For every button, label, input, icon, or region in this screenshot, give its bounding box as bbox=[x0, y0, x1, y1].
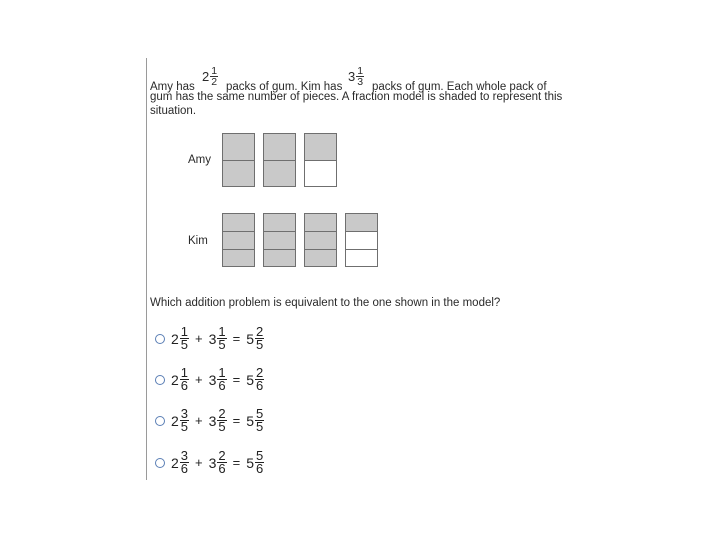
amy-numerator: 1 bbox=[211, 65, 218, 77]
kim-pack-part bbox=[346, 214, 377, 231]
equals-sign: = bbox=[232, 455, 241, 470]
addend-1-whole: 2 bbox=[171, 371, 179, 388]
amy-pack-part bbox=[223, 134, 254, 160]
amy-pack-part bbox=[264, 134, 295, 160]
sum-fraction bbox=[255, 450, 264, 475]
addend-2-denominator: 6 bbox=[218, 461, 226, 476]
amy-whole: 2 bbox=[202, 68, 210, 84]
kim-pack bbox=[345, 213, 378, 267]
problem-line-3: situation. bbox=[150, 105, 197, 117]
sum-numerator: 5 bbox=[256, 406, 264, 421]
kim-pack bbox=[222, 213, 255, 267]
addend-1-numerator: 1 bbox=[180, 365, 189, 380]
radio-button[interactable] bbox=[155, 416, 165, 426]
amy-pack-part bbox=[223, 160, 254, 186]
kim-pack-part bbox=[264, 231, 295, 248]
sum bbox=[246, 450, 264, 475]
problem-line-2: gum has the same number of pieces. A fraction model is shaded to represent this bbox=[150, 91, 563, 103]
sum-fraction bbox=[255, 367, 264, 392]
sum-denominator: 5 bbox=[256, 337, 264, 352]
kim-pack-part bbox=[305, 249, 336, 266]
sum-whole: 5 bbox=[246, 330, 255, 347]
addend-1-numerator: 3 bbox=[180, 406, 189, 421]
amy-pack-part bbox=[305, 160, 336, 186]
sum bbox=[246, 408, 264, 433]
kim-pack-part bbox=[305, 214, 336, 231]
radio-button[interactable] bbox=[155, 334, 165, 344]
amy-pack bbox=[222, 133, 255, 187]
addend-1 bbox=[171, 326, 189, 351]
plus-sign: + bbox=[195, 372, 203, 387]
addend-2-fraction bbox=[217, 450, 226, 475]
addend-2-whole: 3 bbox=[208, 371, 217, 388]
radio-button[interactable] bbox=[155, 458, 165, 468]
addend-1-denominator: 5 bbox=[180, 337, 189, 352]
problem-line-1 bbox=[150, 64, 580, 93]
kim-fraction bbox=[356, 66, 364, 87]
addend-2-numerator: 2 bbox=[218, 448, 226, 463]
addend-1-fraction bbox=[180, 450, 189, 475]
problem-statement bbox=[150, 64, 580, 118]
amy-pack bbox=[263, 133, 296, 187]
sum-numerator: 5 bbox=[256, 448, 264, 463]
addend-2 bbox=[209, 408, 227, 433]
sum-denominator: 6 bbox=[256, 461, 264, 476]
addend-2-whole: 3 bbox=[208, 454, 217, 471]
amy-pack-part bbox=[305, 134, 336, 160]
kim-amount bbox=[348, 66, 364, 87]
addend-2-fraction bbox=[217, 408, 226, 433]
answer-choice-1[interactable] bbox=[155, 326, 264, 351]
addend-1-fraction bbox=[180, 408, 189, 433]
kim-pack-part bbox=[223, 231, 254, 248]
sum-denominator: 6 bbox=[256, 378, 264, 393]
choice-expression bbox=[171, 408, 264, 433]
amy-denominator: 2 bbox=[211, 76, 218, 88]
addend-1-whole: 2 bbox=[171, 330, 179, 347]
kim-label: Kim bbox=[188, 235, 208, 247]
addend-1-whole: 2 bbox=[171, 412, 179, 429]
kim-pack-part bbox=[346, 249, 377, 266]
addend-2-denominator: 6 bbox=[218, 378, 226, 393]
choice-expression bbox=[171, 326, 264, 351]
answer-choice-3[interactable] bbox=[155, 408, 264, 433]
addend-1-denominator: 5 bbox=[180, 419, 189, 434]
kim-pack-part bbox=[264, 214, 295, 231]
amy-label: Amy bbox=[188, 154, 211, 166]
addend-1-fraction bbox=[180, 326, 189, 351]
choice-expression bbox=[171, 450, 264, 475]
question-text: Which addition problem is equivalent to the one shown in the model? bbox=[150, 297, 501, 309]
kim-pack-part bbox=[264, 249, 295, 266]
addend-2-denominator: 5 bbox=[218, 337, 226, 352]
problem-text-1: Amy has bbox=[150, 81, 195, 93]
sum bbox=[246, 367, 264, 392]
sum-denominator: 5 bbox=[256, 419, 264, 434]
addend-1-numerator: 1 bbox=[180, 324, 189, 339]
sum-whole: 5 bbox=[246, 454, 255, 471]
addend-1-numerator: 3 bbox=[180, 448, 189, 463]
kim-pack-part bbox=[305, 231, 336, 248]
problem-text-3: packs of gum. Each whole pack of bbox=[372, 81, 547, 93]
sum bbox=[246, 326, 264, 351]
amy-fraction bbox=[210, 66, 218, 87]
kim-pack-part bbox=[346, 231, 377, 248]
addend-2-numerator: 1 bbox=[218, 365, 226, 380]
addend-1-whole: 2 bbox=[171, 454, 179, 471]
kim-pack bbox=[304, 213, 337, 267]
kim-whole: 3 bbox=[348, 68, 356, 84]
equals-sign: = bbox=[232, 372, 241, 387]
sum-fraction bbox=[255, 326, 264, 351]
kim-pack-part bbox=[223, 249, 254, 266]
addend-1-fraction bbox=[180, 367, 189, 392]
addend-1-denominator: 6 bbox=[180, 378, 189, 393]
addend-2 bbox=[209, 326, 227, 351]
addend-1 bbox=[171, 450, 189, 475]
kim-denominator: 3 bbox=[357, 76, 364, 88]
equals-sign: = bbox=[232, 331, 241, 346]
amy-amount bbox=[202, 66, 218, 87]
amy-pack-part bbox=[264, 160, 295, 186]
addend-2-whole: 3 bbox=[208, 330, 217, 347]
sum-fraction bbox=[255, 408, 264, 433]
addend-1 bbox=[171, 408, 189, 433]
choice-expression bbox=[171, 367, 264, 392]
left-border-line bbox=[146, 58, 147, 480]
radio-button[interactable] bbox=[155, 375, 165, 385]
amy-pack bbox=[304, 133, 337, 187]
plus-sign: + bbox=[195, 331, 203, 346]
plus-sign: + bbox=[195, 413, 203, 428]
addend-2-numerator: 2 bbox=[218, 406, 226, 421]
sum-numerator: 2 bbox=[256, 365, 264, 380]
addend-2-denominator: 5 bbox=[218, 419, 226, 434]
addend-1 bbox=[171, 367, 189, 392]
problem-text-2: packs of gum. Kim has bbox=[226, 81, 343, 93]
answer-choice-2[interactable] bbox=[155, 367, 264, 392]
addend-2 bbox=[209, 367, 227, 392]
plus-sign: + bbox=[195, 455, 203, 470]
addend-1-denominator: 6 bbox=[180, 461, 189, 476]
addend-2-fraction bbox=[217, 326, 226, 351]
kim-numerator: 1 bbox=[357, 65, 364, 77]
kim-pack-part bbox=[223, 214, 254, 231]
addend-2-numerator: 1 bbox=[218, 324, 226, 339]
addend-2-whole: 3 bbox=[208, 412, 217, 429]
sum-numerator: 2 bbox=[256, 324, 264, 339]
addend-2-fraction bbox=[217, 367, 226, 392]
sum-whole: 5 bbox=[246, 412, 255, 429]
sum-whole: 5 bbox=[246, 371, 255, 388]
equals-sign: = bbox=[232, 413, 241, 428]
answer-choice-4[interactable] bbox=[155, 450, 264, 475]
kim-pack bbox=[263, 213, 296, 267]
addend-2 bbox=[209, 450, 227, 475]
